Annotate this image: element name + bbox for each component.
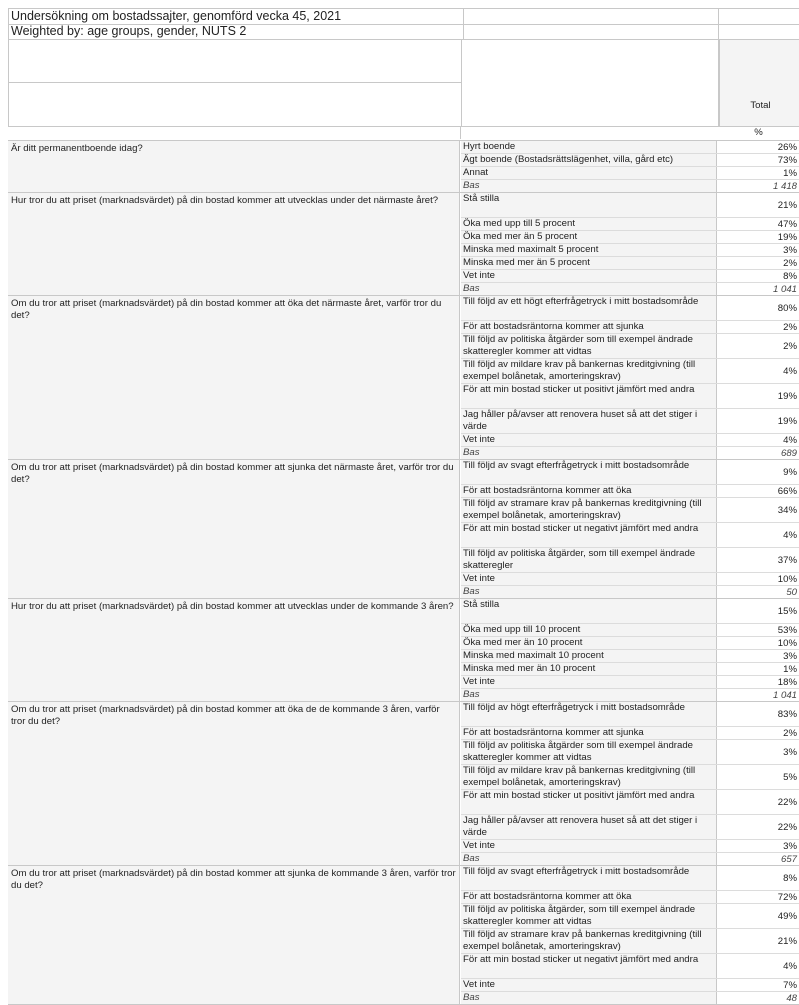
answer-percent: 22% <box>777 821 797 833</box>
question-block <box>8 702 799 866</box>
base-row <box>461 689 799 701</box>
question-text: Om du tror att priset (marknadsvärdet) på din bostad kommer att öka de de kommande 3 åren, varför tror du det? <box>8 702 460 865</box>
base-count: 50 <box>786 586 797 598</box>
answer-label: Minska med mer än 10 procent <box>461 663 717 675</box>
answer-percent: 1% <box>783 663 797 675</box>
question-text: Om du tror att priset (marknadsvärdet) på din bostad kommer att öka det närmaste året, varför tror du det? <box>8 296 460 459</box>
answer-row <box>461 523 799 548</box>
answer-label: Till följd av politiska åtgärder som till exempel ändrade skatteregler kommer att vidtas <box>461 334 717 358</box>
answer-row <box>461 650 799 663</box>
question-block <box>8 460 799 599</box>
answer-label: Vet inte <box>461 573 717 585</box>
answer-label: För att bostadsräntorna kommer att sjunka <box>461 321 717 333</box>
answer-row <box>461 790 799 815</box>
answer-row <box>461 359 799 384</box>
answer-percent: 3% <box>783 650 797 662</box>
question-text: Hur tror du att priset (marknadsvärdet) på din bostad kommer att utvecklas under det närmaste året? <box>8 193 460 295</box>
answer-row <box>461 637 799 650</box>
answer-percent: 4% <box>783 529 797 541</box>
question-block <box>8 599 799 702</box>
answer-row <box>461 296 799 321</box>
answer-label: Stå stilla <box>461 193 717 217</box>
answer-percent: 5% <box>783 771 797 783</box>
answer-label: Till följd av politiska åtgärder, som till exempel ändrade skatteregler <box>461 548 717 572</box>
answer-row <box>461 929 799 954</box>
answer-row <box>461 409 799 434</box>
answer-percent: 66% <box>777 485 797 497</box>
answer-row <box>461 815 799 840</box>
header-weight-row <box>8 24 799 40</box>
answer-label: Öka med mer än 10 procent <box>461 637 717 649</box>
answer-row <box>461 167 799 180</box>
base-label: Bas <box>461 586 717 598</box>
answer-row <box>461 954 799 979</box>
base-count: 1 041 <box>772 689 797 701</box>
base-row <box>461 586 799 598</box>
answer-label: Jag håller på/avser att renovera huset så att det stiger i värde <box>461 815 717 839</box>
question-block <box>8 866 799 1005</box>
answer-row <box>461 485 799 498</box>
header-empty-cell <box>719 9 799 24</box>
answer-row <box>461 334 799 359</box>
answer-row <box>461 154 799 167</box>
answer-row <box>461 866 799 891</box>
header-title-row <box>8 8 799 25</box>
question-text: Om du tror att priset (marknadsvärdet) på din bostad kommer att sjunka de kommande 3 åren, varför tror du det? <box>8 866 460 1004</box>
header-empty-cell <box>464 40 719 126</box>
answer-label: För att min bostad sticker ut positivt jämfört med andra <box>461 790 717 814</box>
question-text: Om du tror att priset (marknadsvärdet) på din bostad kommer att sjunka det närmaste året, varför tror du det? <box>8 460 460 598</box>
answer-label: Vet inte <box>461 434 717 446</box>
base-count: 48 <box>786 992 797 1004</box>
answer-row <box>461 321 799 334</box>
base-count: 657 <box>780 853 797 865</box>
base-count: 1 418 <box>772 180 797 192</box>
answer-percent: 1% <box>783 167 797 179</box>
header-column-row <box>8 40 799 127</box>
answer-label: Vet inte <box>461 840 717 852</box>
answer-label: För att bostadsräntorna kommer att öka <box>461 891 717 903</box>
answer-label: Till följd av politiska åtgärder, som till exempel ändrade skatteregler kommer att vidtas <box>461 904 717 928</box>
answer-percent: 72% <box>777 891 797 903</box>
answer-label: Stå stilla <box>461 599 717 623</box>
weighting-note: Weighted by: age groups, gender, NUTS 2 <box>9 24 464 39</box>
answer-row <box>461 270 799 283</box>
answer-row <box>461 676 799 689</box>
answer-label: För att bostadsräntorna kommer att sjunka <box>461 727 717 739</box>
unit-label: % <box>754 127 763 138</box>
question-block <box>8 193 799 296</box>
answer-percent: 21% <box>777 935 797 947</box>
answer-percent: 73% <box>777 154 797 166</box>
answer-row <box>461 460 799 485</box>
answer-label: Öka med mer än 5 procent <box>461 231 717 243</box>
report-title: Undersökning om bostadssajter, genomförd vecka 45, 2021 <box>9 9 464 24</box>
answer-row <box>461 384 799 409</box>
question-block <box>8 296 799 460</box>
answer-row <box>461 624 799 637</box>
header-blank-cell <box>9 40 462 82</box>
answer-label: Till följd av stramare krav på bankernas kreditgivning (till exempel bolånetak, amorteringskrav) <box>461 929 717 953</box>
answer-percent: 22% <box>777 796 797 808</box>
header-blank-cell <box>8 127 461 139</box>
answer-percent: 10% <box>777 637 797 649</box>
answer-row <box>461 904 799 929</box>
answer-percent: 9% <box>783 466 797 478</box>
question-text: Hur tror du att priset (marknadsvärdet) på din bostad kommer att utvecklas under de kommande 3 åren? <box>8 599 460 701</box>
answer-percent: 10% <box>777 573 797 585</box>
answer-label: För att min bostad sticker ut negativt jämfört med andra <box>461 954 717 978</box>
base-row <box>461 180 799 192</box>
answer-percent: 80% <box>777 302 797 314</box>
answer-percent: 2% <box>783 340 797 352</box>
answer-row <box>461 979 799 992</box>
answer-percent: 37% <box>777 554 797 566</box>
answer-label: Minska med maximalt 5 procent <box>461 244 717 256</box>
answer-percent: 19% <box>777 390 797 402</box>
answer-label: Till följd av ett högt efterfrågetryck i mitt bostadsområde <box>461 296 717 320</box>
answer-label: För att min bostad sticker ut positivt jämfört med andra <box>461 384 717 408</box>
answer-label: För att bostadsräntorna kommer att öka <box>461 485 717 497</box>
answer-percent: 2% <box>783 257 797 269</box>
answer-row <box>461 218 799 231</box>
answer-row <box>461 765 799 790</box>
answer-label: Till följd av svagt efterfrågetryck i mitt bostadsområde <box>461 866 717 890</box>
answer-percent: 34% <box>777 504 797 516</box>
answer-row <box>461 840 799 853</box>
answer-row <box>461 434 799 447</box>
answer-label: Vet inte <box>461 270 717 282</box>
answer-row <box>461 498 799 523</box>
answer-label: Till följd av politiska åtgärder som till exempel ändrade skatteregler kommer att vidtas <box>461 740 717 764</box>
answer-label: Till följd av stramare krav på bankernas kreditgivning (till exempel bolånetak, amorteringskrav) <box>461 498 717 522</box>
base-label: Bas <box>461 447 717 459</box>
answer-label: Minska med maximalt 10 procent <box>461 650 717 662</box>
answer-row <box>461 702 799 727</box>
header-empty-cell <box>464 9 719 24</box>
answer-percent: 15% <box>777 605 797 617</box>
answer-label: Öka med upp till 10 procent <box>461 624 717 636</box>
answer-percent: 7% <box>783 979 797 991</box>
base-label: Bas <box>461 180 717 192</box>
question-text: Är ditt permanentboende idag? <box>8 141 460 192</box>
answer-percent: 53% <box>777 624 797 636</box>
answer-percent: 4% <box>783 434 797 446</box>
base-row <box>461 283 799 295</box>
answer-label: Öka med upp till 5 procent <box>461 218 717 230</box>
answer-percent: 21% <box>777 199 797 211</box>
answer-row <box>461 599 799 624</box>
answer-percent: 19% <box>777 231 797 243</box>
base-row <box>461 447 799 459</box>
answer-row <box>461 573 799 586</box>
answer-percent: 2% <box>783 321 797 333</box>
answer-label: Till följd av svagt efterfrågetryck i mitt bostadsområde <box>461 460 717 484</box>
answer-label: Jag håller på/avser att renovera huset så att det stiger i värde <box>461 409 717 433</box>
answer-percent: 49% <box>777 910 797 922</box>
base-label: Bas <box>461 689 717 701</box>
answer-row <box>461 891 799 904</box>
answer-percent: 8% <box>783 270 797 282</box>
unit-row <box>8 127 799 139</box>
answer-percent: 19% <box>777 415 797 427</box>
answer-row <box>461 244 799 257</box>
answer-row <box>461 727 799 740</box>
answer-percent: 18% <box>777 676 797 688</box>
answer-row <box>461 663 799 676</box>
answer-label: För att min bostad sticker ut negativt jämfört med andra <box>461 523 717 547</box>
answer-row <box>461 740 799 765</box>
answer-row <box>461 231 799 244</box>
answer-label: Vet inte <box>461 979 717 991</box>
base-count: 689 <box>780 447 797 459</box>
answer-percent: 83% <box>777 708 797 720</box>
answer-row <box>461 141 799 154</box>
answer-row <box>461 548 799 573</box>
survey-table <box>8 140 799 1005</box>
answer-label: Till följd av mildare krav på bankernas kreditgivning (till exempel bolånetak, amorteringskrav) <box>461 359 717 383</box>
answer-percent: 4% <box>783 365 797 377</box>
base-count: 1 041 <box>772 283 797 295</box>
answer-percent: 3% <box>783 840 797 852</box>
answer-label: Till följd av högt efterfrågetryck i mitt bostadsområde <box>461 702 717 726</box>
base-row <box>461 853 799 865</box>
answer-label: Till följd av mildare krav på bankernas kreditgivning (till exempel bolånetak, amorteringskrav) <box>461 765 717 789</box>
answer-label: Vet inte <box>461 676 717 688</box>
header-empty-cell <box>464 24 719 39</box>
base-row <box>461 992 799 1004</box>
answer-percent: 3% <box>783 746 797 758</box>
header-empty-cell <box>719 24 799 39</box>
total-column-header <box>719 40 799 126</box>
answer-row <box>461 257 799 270</box>
answer-percent: 2% <box>783 727 797 739</box>
answer-label: Annat <box>461 167 717 179</box>
answer-percent: 26% <box>777 141 797 153</box>
base-label: Bas <box>461 283 717 295</box>
answer-label: Hyrt boende <box>461 141 717 153</box>
answer-percent: 4% <box>783 960 797 972</box>
answer-label: Ägt boende (Bostadsrättslägenhet, villa, gård etc) <box>461 154 717 166</box>
base-label: Bas <box>461 853 717 865</box>
answer-row <box>461 193 799 218</box>
answer-percent: 3% <box>783 244 797 256</box>
total-label: Total <box>750 100 771 111</box>
answer-percent: 8% <box>783 872 797 884</box>
answer-percent: 47% <box>777 218 797 230</box>
answer-label: Minska med mer än 5 procent <box>461 257 717 269</box>
question-block <box>8 141 799 193</box>
header-blank-cell <box>9 82 462 126</box>
base-label: Bas <box>461 992 717 1004</box>
